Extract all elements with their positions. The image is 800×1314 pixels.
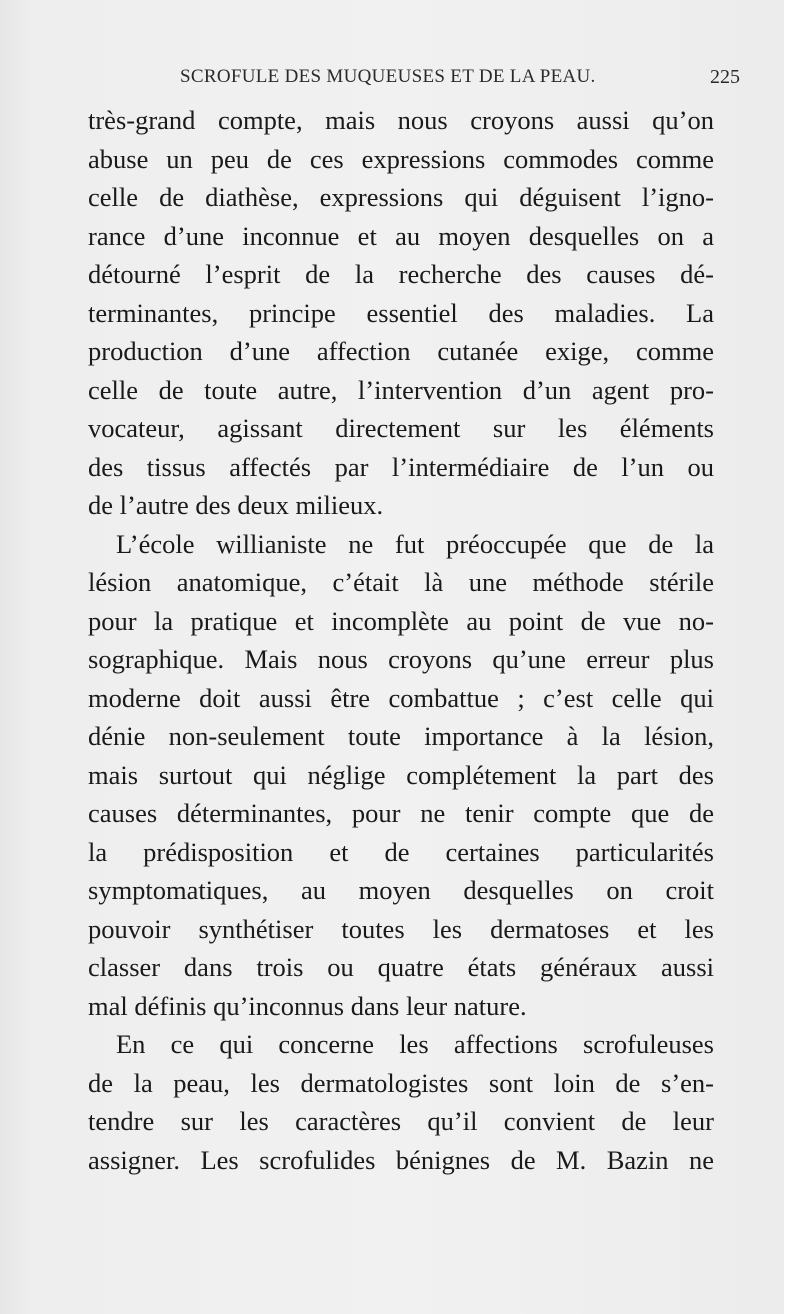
text-line: classer dans trois ou quatre états généraux aussi: [88, 952, 714, 982]
text-line: tendre sur les caractères qu’il convient de leur: [88, 1106, 714, 1136]
text-line: rance d’une inconnue et au moyen desquelles on a: [88, 220, 714, 251]
running-title: SCROFULE DES MUQUEUSES ET DE LA PEAU.: [180, 66, 596, 87]
text-line: L’école willianiste ne fut préoccupée que de la: [116, 528, 714, 559]
text-line: celle de diathèse, expressions qui déguisent l’igno-: [88, 182, 714, 212]
text-line: de l’autre des deux milieux.: [88, 490, 384, 520]
text-line: celle de toute autre, l’intervention d’un agent pro-: [88, 374, 714, 405]
text-line: détourné l’esprit de la recherche des causes dé-: [88, 259, 714, 289]
running-header: [180, 58, 740, 98]
text-line: causes déterminantes, pour ne tenir compte que de: [88, 798, 714, 828]
text-line: symptomatiques, au moyen desquelles on croit: [88, 875, 714, 905]
text-line: très-grand compte, mais nous croyons aussi qu’on: [88, 105, 714, 135]
body-text: [88, 101, 714, 1179]
text-line: de la peau, les dermatologistes sont loin de s’en-: [88, 1067, 714, 1098]
text-line: moderne doit aussi être combattue ; c’est celle qui: [88, 682, 714, 713]
text-line: mal définis qu’inconnus dans leur nature.: [88, 990, 527, 1021]
text-line: En ce qui concerne les affections scrofuleuses: [116, 1029, 714, 1059]
page-margin: [784, 0, 800, 1314]
text-line: vocateur, agissant directement sur les éléments: [88, 413, 714, 443]
text-line: terminantes, principe essentiel des maladies. La: [88, 297, 714, 328]
text-line: sographique. Mais nous croyons qu’une erreur plus: [88, 644, 714, 674]
text-line: dénie non-seulement toute importance à la lésion,: [88, 721, 714, 751]
text-line: pour la pratique et incomplète au point de vue no-: [88, 605, 714, 636]
text-line: la prédisposition et de certaines particularités: [88, 836, 714, 867]
text-line: pouvoir synthétiser toutes les dermatoses et les: [88, 913, 714, 944]
text-line: production d’une affection cutanée exige, comme: [88, 336, 714, 366]
page-number: 225: [710, 66, 740, 88]
text-line: des tissus affectés par l’intermédiaire de l’un ou: [88, 451, 714, 482]
text-line: assigner. Les scrofulides bénignes de M. Bazin ne: [88, 1144, 714, 1175]
text-line: abuse un peu de ces expressions commodes comme: [88, 143, 714, 174]
text-line: lésion anatomique, c’était là une méthode stérile: [88, 567, 714, 597]
text-line: mais surtout qui néglige complétement la part des: [88, 759, 714, 790]
